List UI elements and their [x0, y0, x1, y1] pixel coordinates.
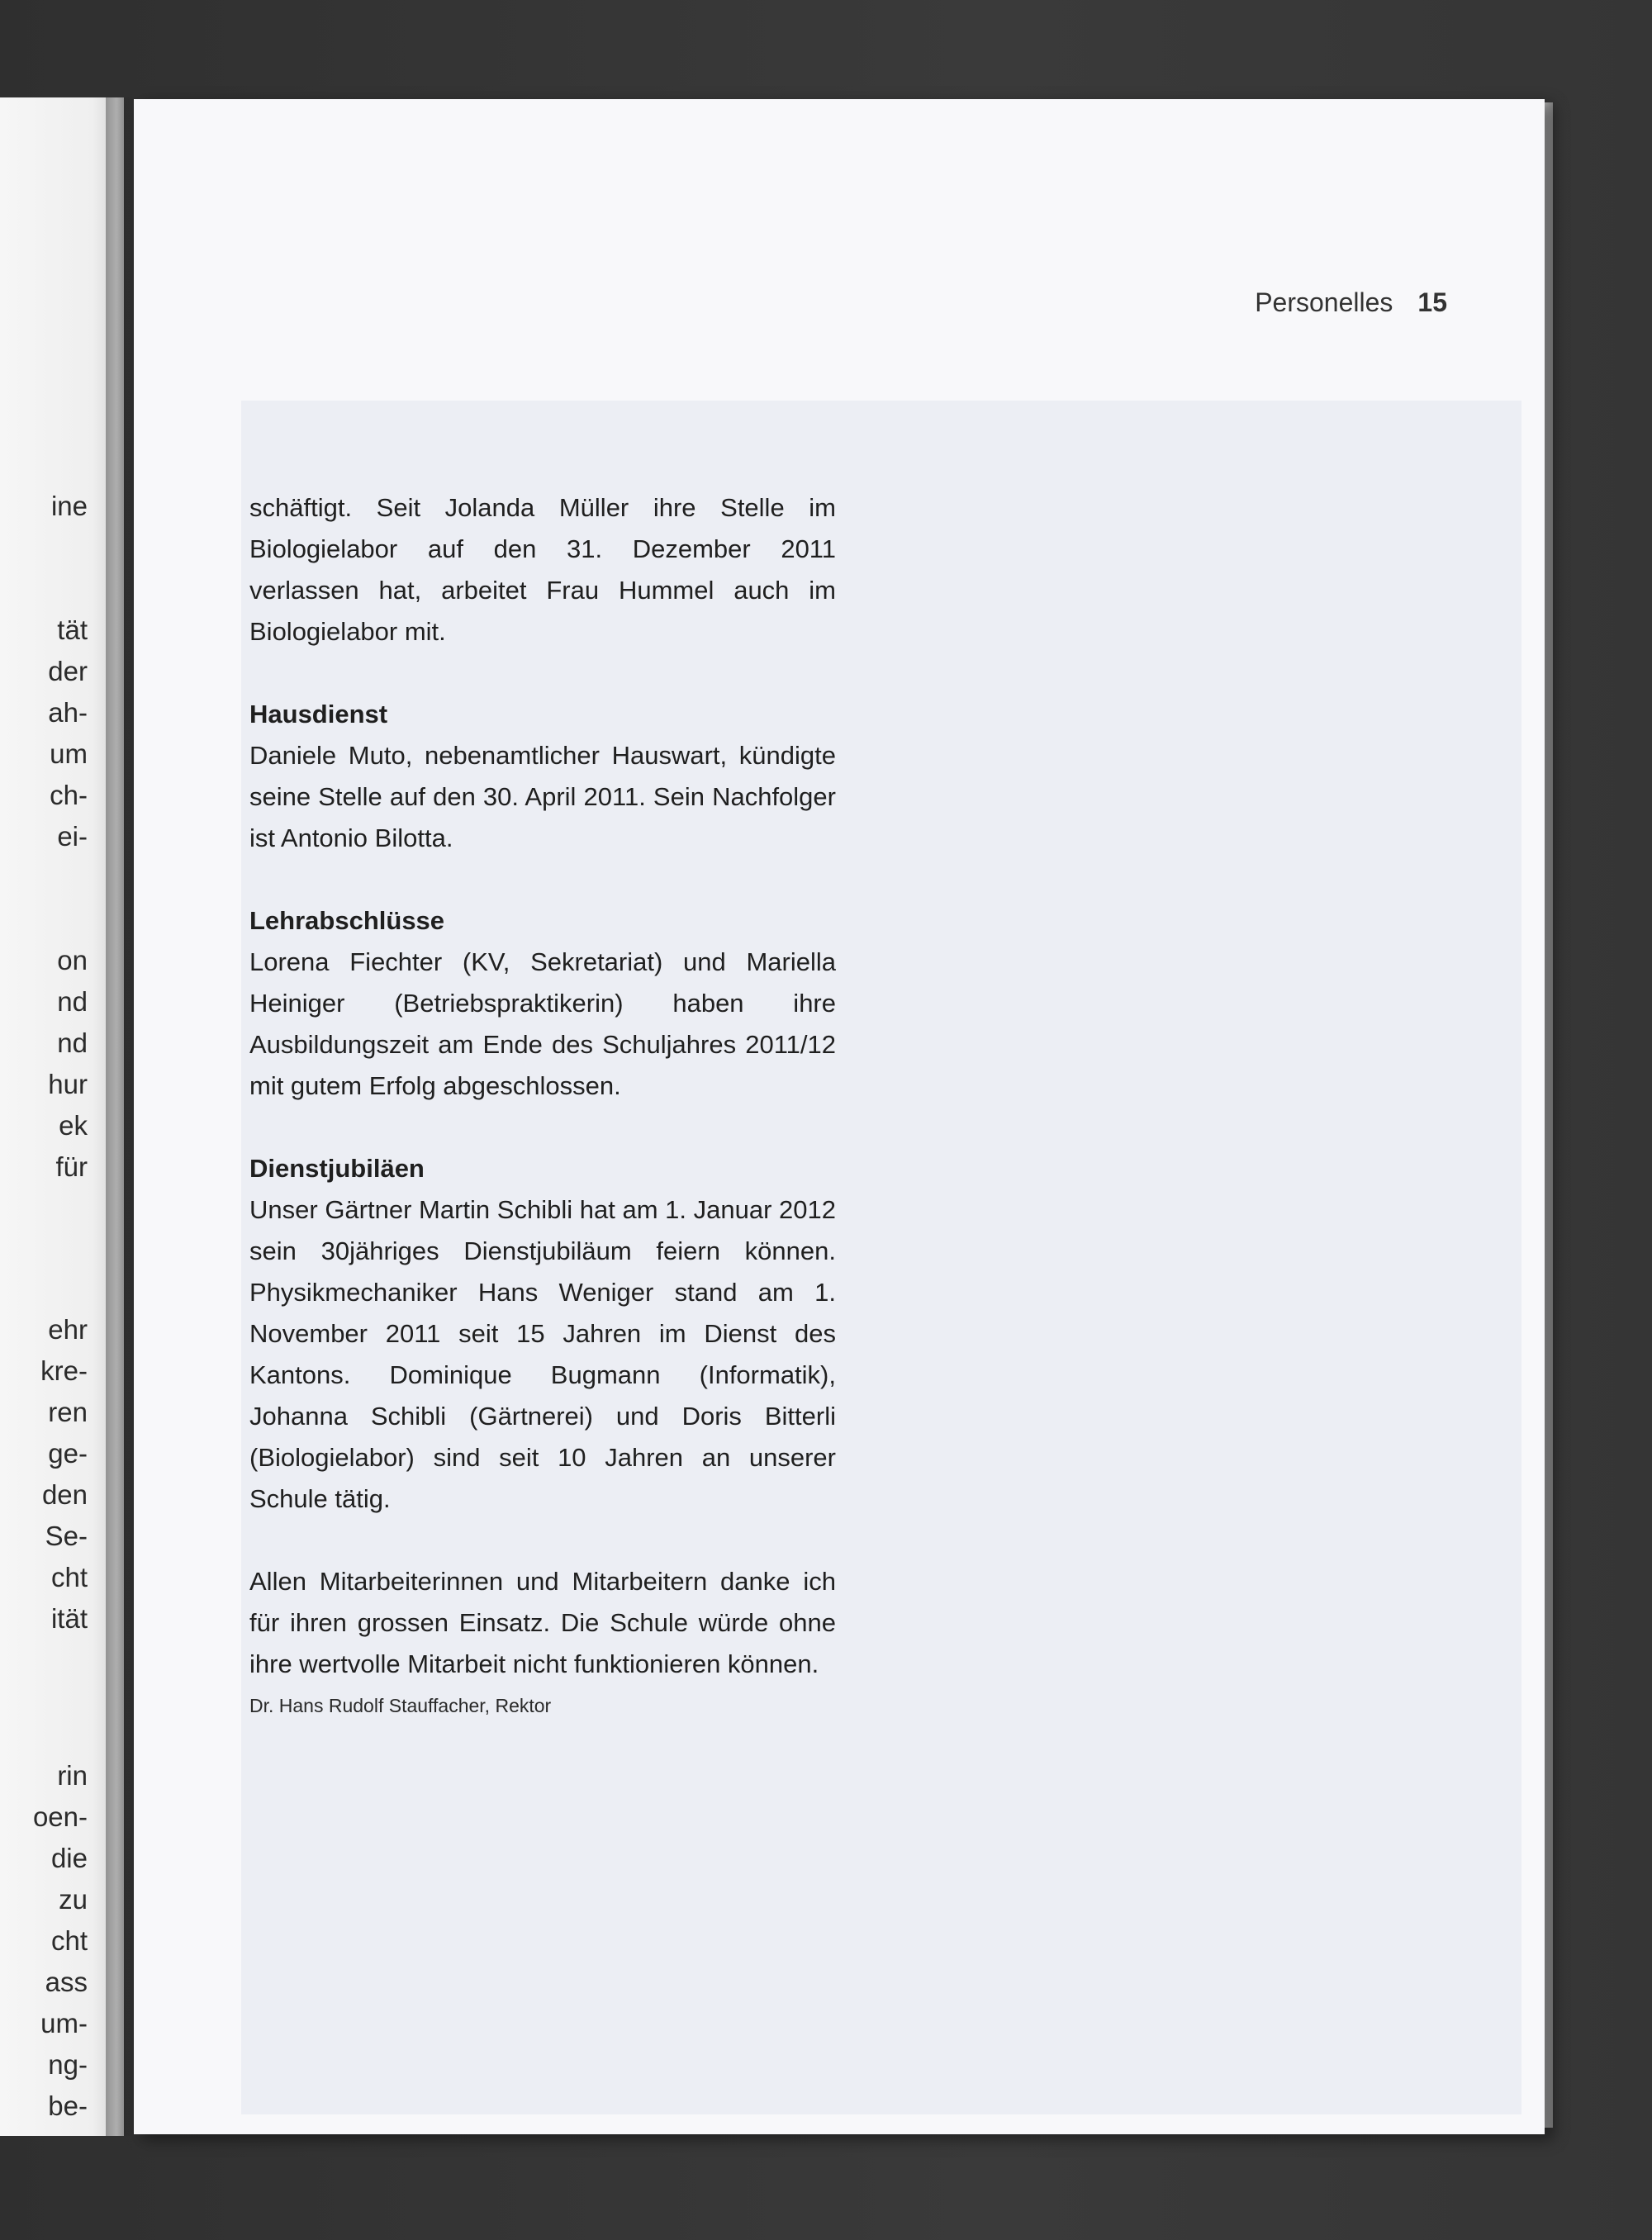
left-page-fragment: hur — [48, 1069, 88, 1099]
left-page-fragment: die — [50, 1843, 88, 1873]
left-page-fragment: ehr — [48, 1314, 88, 1345]
lehrabschluesse-paragraph: Lorena Fiechter (KV, Sekretariat) und Mariella Heiniger (Betriebspraktikerin) haben ihre Ausbildungszeit am Ende des Schuljahres 2011/12 mit gutem Erfolg abgeschlossen. — [249, 947, 836, 1100]
left-page-fragment: kre- — [40, 1355, 88, 1386]
left-page-fragment: ine — [50, 491, 88, 521]
left-page-fragment: zu — [59, 1884, 88, 1915]
left-page-fragment: be- — [48, 2091, 88, 2121]
signature-line: Dr. Hans Rudolf Stauffacher, Rektor — [249, 1695, 552, 1716]
left-page-fragment: cht — [50, 1562, 88, 1592]
dienstjubilaeen-paragraph: Unser Gärtner Martin Schibli hat am 1. Januar 2012 sein 30jähriges Dienstjubiläum feiern können. Physikmechaniker Hans Weniger stand am 1. November 2011 seit 15 Jahren im Dienst des Kantons. Dominique Bugmann (Informatik), Johanna Schibli (Gärtnerei) und Doris Bitterli (Biologielabor) sind seit 10 Jahren an unserer Schule tätig. — [249, 1195, 836, 1513]
left-page-fragment: um- — [40, 2008, 88, 2038]
left-page-fragment: nd — [57, 1027, 88, 1058]
page-number: 15 — [1417, 287, 1447, 317]
section-heading-dienstjubilaeen: Dienstjubiläen — [249, 1154, 425, 1183]
left-page-fragment: der — [48, 656, 88, 686]
left-page-fragment: für — [55, 1151, 88, 1182]
left-page-fragment: on — [57, 945, 88, 975]
left-page-fragment: ah- — [48, 697, 88, 728]
section-heading-lehrabschluesse: Lehrabschlüsse — [249, 906, 445, 935]
left-page-fragment: um — [50, 738, 88, 769]
left-page-fragment: Se- — [45, 1521, 88, 1551]
text-column — [249, 487, 836, 1720]
left-page-fragment: ität — [50, 1603, 88, 1634]
left-page-fragment: ge- — [48, 1438, 88, 1469]
left-page-fragment: ei- — [57, 821, 88, 852]
left-page-fragment: ren — [48, 1397, 88, 1427]
left-page-fragment: rin — [57, 1760, 88, 1791]
hausdienst-paragraph: Daniele Muto, nebenamtlicher Hauswart, kündigte seine Stelle auf den 30. April 2011. Sein Nachfolger ist Antonio Bilotta. — [249, 741, 836, 852]
left-page-fragment: ass — [45, 1967, 88, 1997]
left-page-fragment: nd — [57, 986, 88, 1017]
left-page-fragment: ch- — [50, 780, 88, 810]
closing-paragraph: Allen Mitarbeiterinnen und Mitarbeitern danke ich für ihren grossen Einsatz. Die Schule würde ohne ihre wertvolle Mitarbeit nicht funktionieren können. — [249, 1567, 836, 1678]
intro-paragraph: schäftigt. Seit Jolanda Müller ihre Stelle im Biologielabor auf den 31. Dezember 2011 verlassen hat, arbeitet Frau Hummel auch im Biologielabor mit. — [249, 493, 836, 646]
running-head — [1255, 287, 1447, 318]
left-page-fragment: ek — [59, 1110, 88, 1141]
left-page-fragment: tät — [57, 615, 88, 645]
left-page-fragment: oen- — [32, 1801, 88, 1832]
left-page-fragment: den — [41, 1479, 88, 1510]
section-title: Personelles — [1255, 287, 1393, 317]
section-heading-hausdienst: Hausdienst — [249, 700, 388, 728]
left-page-fragment: ng- — [48, 2049, 88, 2080]
left-page-fragment: cht — [50, 1925, 88, 1956]
right-page — [134, 99, 1545, 2134]
